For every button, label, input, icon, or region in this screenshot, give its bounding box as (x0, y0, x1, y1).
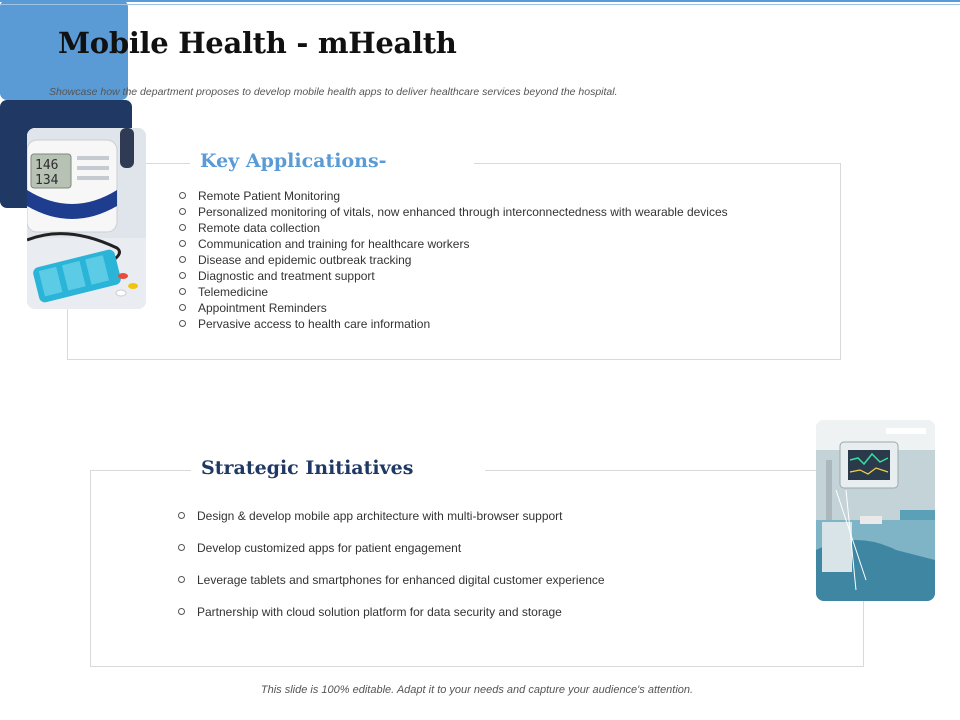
list-item-text: Appointment Reminders (198, 301, 327, 315)
list-item-text: Design & develop mobile app architecture with multi-browser support (197, 509, 563, 523)
strategic-initiatives-heading: Strategic Initiatives (191, 457, 485, 479)
list-item (178, 284, 738, 300)
list-item-text: Partnership with cloud solution platform for data security and storage (197, 605, 562, 619)
key-applications-heading: Key Applications- (190, 150, 474, 172)
hospital-room-image (816, 420, 935, 601)
slide-footer: This slide is 100% editable. Adapt it to your needs and capture your audience's attention. (260, 684, 694, 696)
circle-bullet-icon (179, 208, 186, 215)
circle-bullet-icon (178, 576, 185, 583)
strategic-initiatives-list (177, 508, 797, 636)
blood-pressure-monitor-image (27, 128, 146, 309)
list-item-text: Telemedicine (198, 285, 269, 299)
list-item (177, 508, 797, 524)
circle-bullet-icon (178, 608, 185, 615)
blood-pressure-monitor-icon (27, 128, 146, 309)
hospital-room-icon (816, 420, 935, 601)
list-item-text: Communication and training for healthcare workers (198, 237, 470, 251)
list-item (178, 300, 738, 316)
list-item (178, 220, 738, 236)
strategic-initiatives-box (90, 457, 864, 667)
list-item (178, 268, 738, 284)
list-item-text: Pervasive access to health care information (198, 317, 431, 331)
circle-bullet-icon (179, 304, 186, 311)
list-item-text: Diagnostic and treatment support (198, 269, 375, 283)
key-applications-list (178, 188, 738, 332)
circle-bullet-icon (179, 224, 186, 231)
list-item (177, 604, 797, 620)
circle-bullet-icon (179, 240, 186, 247)
list-item-text: Remote Patient Monitoring (198, 189, 341, 203)
list-item (177, 540, 797, 556)
top-accent-line-thin (0, 4, 960, 5)
circle-bullet-icon (179, 272, 186, 279)
top-accent-line (0, 0, 960, 2)
list-item-text: Personalized monitoring of vitals, now enhanced through interconnectedness with wearable devices (198, 205, 728, 219)
monitor-reading-2: 134 (35, 173, 59, 188)
list-item (178, 236, 738, 252)
circle-bullet-icon (179, 256, 186, 263)
circle-bullet-icon (178, 512, 185, 519)
list-item (178, 204, 738, 220)
circle-bullet-icon (178, 544, 185, 551)
list-item (178, 252, 738, 268)
slide-title: Mobile Health - mHealth (58, 26, 457, 60)
circle-bullet-icon (179, 288, 186, 295)
monitor-reading-1: 146 (35, 158, 59, 173)
key-applications-box (67, 150, 841, 360)
slide-subtitle: Showcase how the department proposes to develop mobile health apps to deliver healthcare services beyond the hospital. (49, 86, 618, 98)
list-item-text: Disease and epidemic outbreak tracking (198, 253, 412, 267)
list-item (178, 188, 738, 204)
list-item-text: Leverage tablets and smartphones for enhanced digital customer experience (197, 573, 605, 587)
circle-bullet-icon (179, 320, 186, 327)
list-item-text: Develop customized apps for patient engagement (197, 541, 462, 555)
list-item-text: Remote data collection (198, 221, 321, 235)
list-item (177, 572, 797, 588)
list-item (178, 316, 738, 332)
circle-bullet-icon (179, 192, 186, 199)
